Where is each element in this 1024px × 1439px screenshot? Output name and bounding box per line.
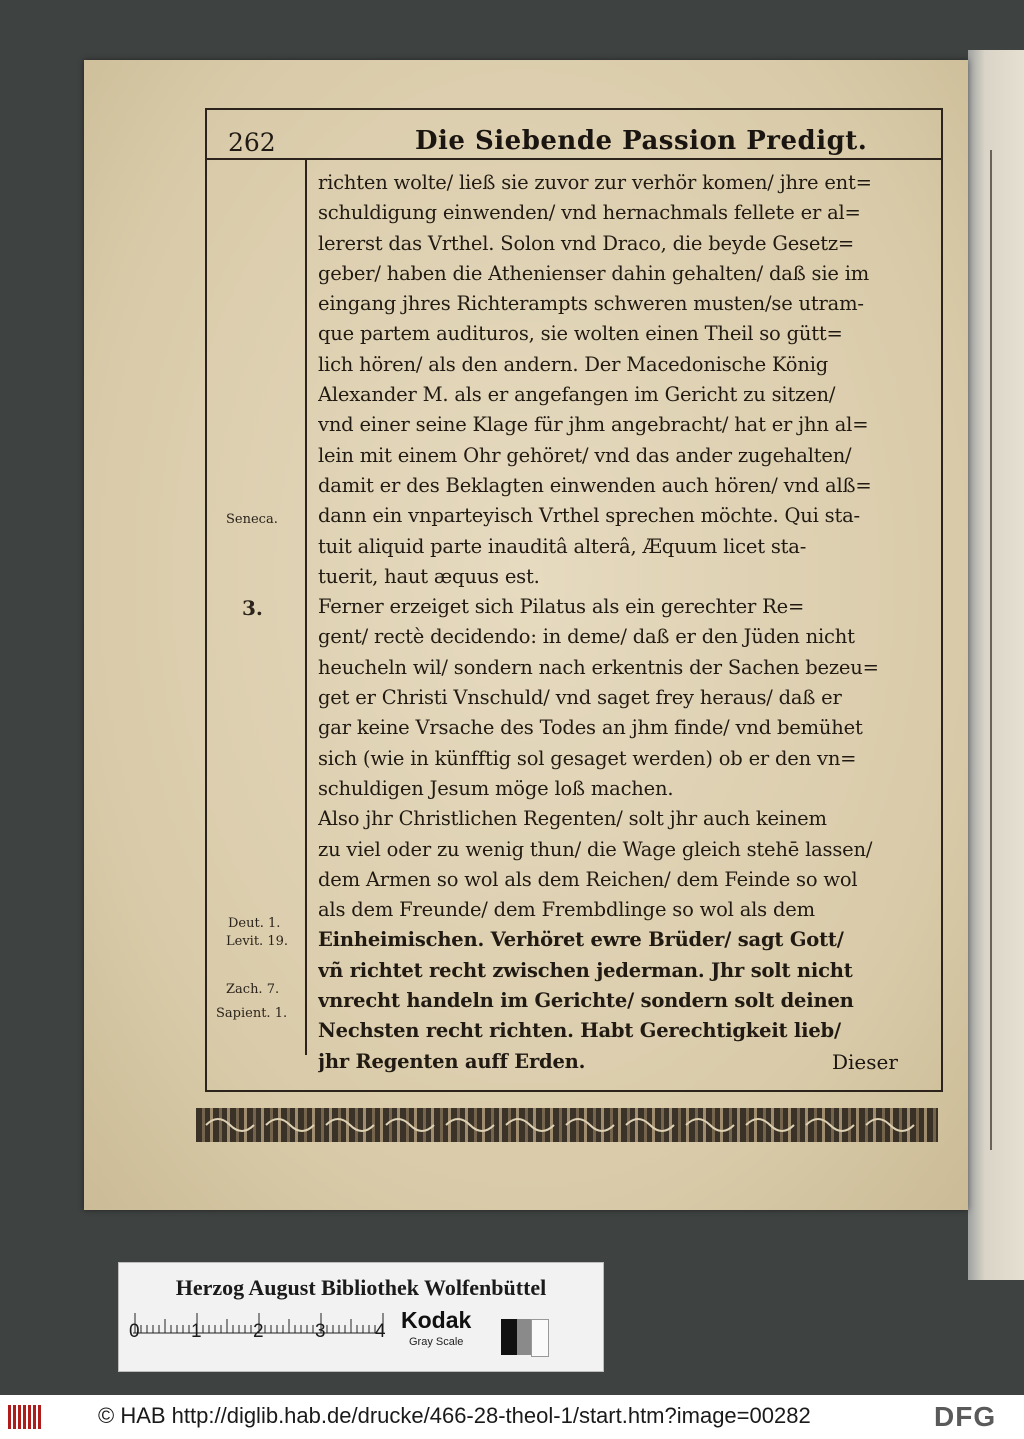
text-line: jhr Regenten auff Erden. bbox=[318, 1049, 586, 1073]
margin-note-zach: Zach. 7. bbox=[226, 982, 280, 997]
margin-column-rule bbox=[305, 160, 307, 1055]
ruler-number: 3 bbox=[315, 1321, 326, 1342]
footer-bar bbox=[0, 1395, 1024, 1439]
ornament-pattern bbox=[196, 1108, 938, 1142]
calibration-card bbox=[118, 1262, 604, 1372]
card-title: Herzog August Bibliothek Wolfenbüttel bbox=[175, 1275, 547, 1300]
text-line: vnd einer seine Klage für jhm angebracht/ hat er jhn al= bbox=[318, 413, 869, 437]
text-line: geber/ haben die Athenienser dahin gehalten/ daß sie im bbox=[318, 261, 870, 285]
text-line: zu viel oder zu wenig thun/ die Wage gleich stehē lassen/ bbox=[318, 837, 873, 861]
text-line: Ferner erzeiget sich Pilatus als ein gerechter Re= bbox=[318, 595, 805, 619]
margin-note-levit: Levit. 19. bbox=[226, 934, 288, 949]
text-line: dem Armen so wol als dem Reichen/ dem Feinde so wol bbox=[318, 867, 858, 891]
text-line: que partem audituros, sie wolten einen Theil so gütt= bbox=[318, 322, 843, 346]
dfg-logo: DFG bbox=[934, 1401, 997, 1432]
text-line: Alexander M. als er angefangen im Gericht zu sitzen/ bbox=[318, 383, 836, 407]
ruler-scale bbox=[133, 1311, 395, 1335]
ruler-number: 4 bbox=[375, 1321, 386, 1342]
gray-swatch-white bbox=[531, 1319, 549, 1357]
text-line: eingang jhres Richterampts schweren musten/se utram- bbox=[318, 292, 864, 316]
gray-swatch-black bbox=[501, 1319, 517, 1355]
page-number: 262 bbox=[228, 128, 276, 157]
margin-note-seneca: Seneca. bbox=[226, 512, 278, 527]
text-line: get er Christi Vnschuld/ vnd saget frey heraus/ daß er bbox=[318, 686, 842, 710]
gray-swatch-mid bbox=[517, 1319, 531, 1355]
text-line: gent/ rectè decidendo: in deme/ daß er den Jüden nicht bbox=[318, 625, 855, 649]
body-text bbox=[318, 168, 910, 1077]
text-line: gar keine Vrsache des Todes an jhm finde/ vnd bemühet bbox=[318, 716, 863, 740]
text-line: sich (wie in künfftig sol gesaget werden) ob er den vn= bbox=[318, 746, 857, 770]
text-line: lich hören/ als den andern. Der Macedonische König bbox=[318, 352, 829, 376]
facing-page-edge bbox=[968, 50, 1024, 1280]
text-line: schuldigung einwenden/ vnd hernachmals fellete er al= bbox=[318, 201, 861, 225]
text-line: Einheimischen. Verhöret ewre Brüder/ sagt Gott/ bbox=[318, 928, 844, 952]
text-line: tuit aliquid parte inauditâ alterâ, Æquum licet sta- bbox=[318, 534, 807, 558]
text-line: Nechsten recht richten. Habt Gerechtigkeit lieb/ bbox=[318, 1019, 841, 1043]
copyright-link[interactable]: © HAB http://diglib.hab.de/drucke/466-28-theol-1/start.htm?image=00282 bbox=[98, 1403, 811, 1428]
gray-scale-label: Gray Scale bbox=[409, 1336, 464, 1348]
header-rule bbox=[205, 158, 941, 160]
ruler-number: 0 bbox=[129, 1321, 140, 1342]
margin-note-numeral: 3. bbox=[242, 596, 263, 620]
text-line: vnrecht handeln im Gerichte/ sondern solt deinen bbox=[318, 989, 854, 1013]
text-line: lein mit einem Ohr gehöret/ vnd das ander zugehalten/ bbox=[318, 443, 852, 467]
text-line: heucheln wil/ sondern nach erkentnis der Sachen bezeu= bbox=[318, 655, 879, 679]
text-line: dann ein vnparteyisch Vrthel sprechen möchte. Qui sta- bbox=[318, 504, 860, 528]
text-line: als dem Freunde/ dem Frembdlinge so wol als dem bbox=[318, 898, 815, 922]
ruler-number: 2 bbox=[253, 1321, 264, 1342]
text-line: richten wolte/ ließ sie zuvor zur verhör komen/ jhre ent= bbox=[318, 171, 872, 194]
margin-note-deut: Deut. 1. bbox=[228, 916, 281, 931]
ornamental-border bbox=[196, 1108, 938, 1142]
ruler-number: 1 bbox=[191, 1321, 202, 1342]
catchword: Dieser bbox=[832, 1050, 898, 1074]
text-line: damit er des Beklagten einwenden auch hören/ vnd alß= bbox=[318, 473, 872, 497]
text-line: lererst das Vrthel. Solon vnd Draco, die beyde Gesetz= bbox=[318, 231, 855, 255]
text-line: Also jhr Christlichen Regenten/ solt jhr auch keinem bbox=[318, 807, 827, 831]
running-head: Die Siebende Passion Predigt. bbox=[415, 126, 868, 156]
facing-page-rule bbox=[990, 150, 992, 1150]
text-line: schuldigen Jesum möge loß machen. bbox=[318, 776, 674, 800]
margin-note-sapient: Sapient. 1. bbox=[216, 1006, 288, 1021]
library-logo-icon bbox=[6, 1401, 46, 1433]
text-line: vñ richtet recht zwischen jederman. Jhr solt nicht bbox=[318, 958, 853, 982]
kodak-logo: Kodak bbox=[401, 1307, 472, 1333]
text-line: tuerit, haut æquus est. bbox=[318, 564, 540, 588]
